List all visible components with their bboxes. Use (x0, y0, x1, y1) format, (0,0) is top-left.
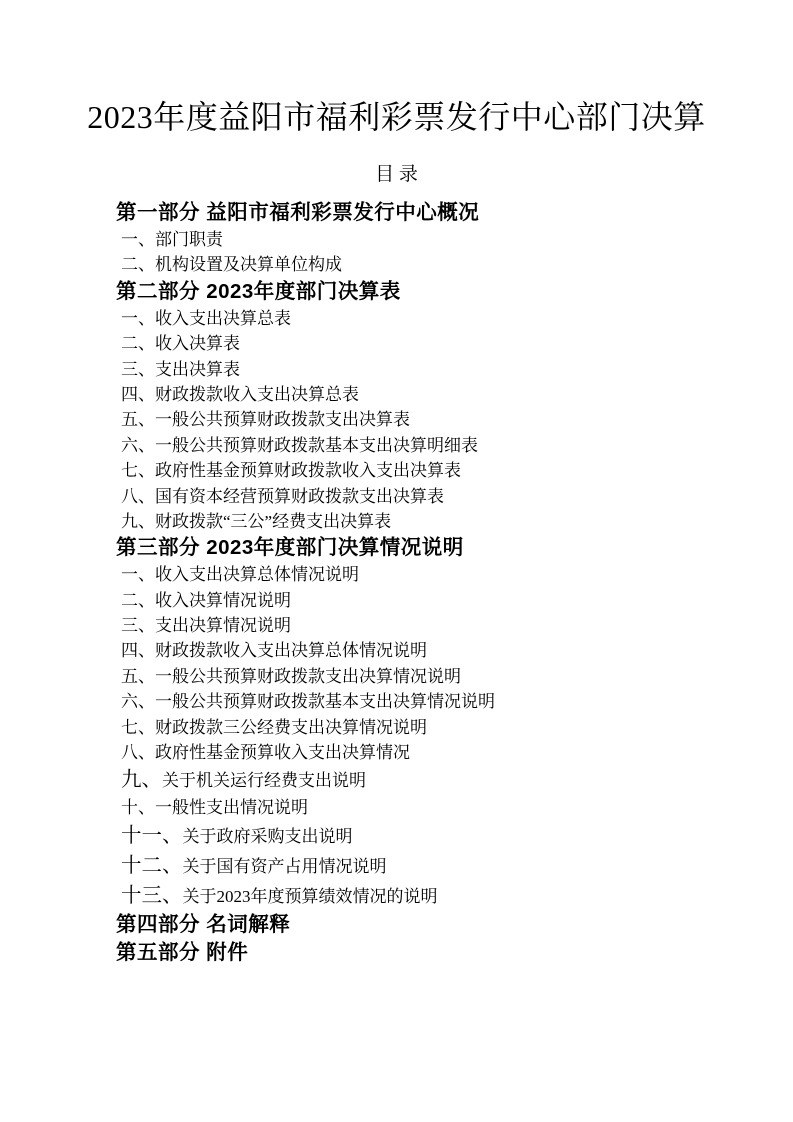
document-title: 2023年度益阳市福利彩票发行中心部门决算 (87, 99, 706, 135)
toc-entry-number: 三、 (121, 359, 155, 379)
toc-entry-text: 第一部分 益阳市福利彩票发行中心概况 (116, 201, 480, 224)
toc-entry (0, 331, 793, 356)
toc-entry-number: 十二、 (121, 854, 183, 877)
toc-entry-text: 财政拨款三公经费支出决算情况说明 (155, 717, 427, 737)
toc-entry-text: 一般公共预算财政拨款支出决算表 (155, 410, 410, 430)
toc-entry-number: 三、 (121, 616, 155, 636)
toc-entry (0, 765, 793, 795)
toc-entry (0, 306, 793, 331)
toc-entry-number: 九、 (121, 511, 155, 531)
toc-entry-number: 七、 (121, 717, 155, 737)
toc-entry-text: 财政拨款“三公”经费支出决算表 (155, 511, 392, 531)
toc-entry (0, 278, 793, 306)
toc-entry-text: 收入支出决算总表 (155, 308, 291, 328)
toc-entry-text: 收入决算表 (155, 334, 240, 354)
toc-entry-text: 一般公共预算财政拨款基本支出决算情况说明 (155, 692, 495, 712)
toc-entry-text: 机构设置及决算单位构成 (155, 255, 342, 275)
toc-entry-text: 第三部分 2023年度部门决算情况说明 (116, 536, 464, 560)
toc-entry (0, 613, 793, 638)
toc-entry (0, 795, 793, 820)
toc-entry (0, 588, 793, 613)
toc-entry-number: 八、 (121, 743, 155, 763)
toc-entry-number: 一、 (121, 230, 155, 249)
toc-entry-number: 九、 (121, 769, 162, 792)
toc-entry (0, 881, 793, 911)
toc-entry-number: 二、 (121, 255, 155, 275)
toc-entry-text: 第五部分 附件 (116, 940, 249, 964)
toc-entry (0, 562, 793, 587)
toc-entry-text: 关于国有资产占用情况说明 (182, 856, 387, 876)
toc-entry (0, 509, 793, 534)
toc-entry-number: 四、 (121, 384, 155, 404)
toc-entry-number: 六、 (121, 435, 155, 455)
toc-entry (0, 357, 793, 382)
toc-entry-number: 二、 (121, 334, 155, 354)
toc-entry (0, 199, 793, 227)
toc-entry (0, 821, 793, 851)
toc-entry-number: 十、 (121, 798, 155, 818)
toc-entry-text: 一般公共预算财政拨款基本支出决算明细表 (155, 435, 478, 455)
toc-entry-text: 收入决算情况说明 (155, 590, 291, 610)
toc-entry (0, 433, 793, 458)
toc-entry-text: 一般公共预算财政拨款支出决算情况说明 (155, 666, 461, 686)
toc-entry (0, 664, 793, 689)
toc-entry (0, 851, 793, 881)
toc-entry (0, 484, 793, 509)
toc-entry (0, 939, 793, 967)
toc-entry-text: 政府性基金预算收入支出决算情况 (155, 743, 410, 763)
toc-heading: 目 录 (375, 164, 418, 185)
toc-entry-text: 支出决算表 (155, 359, 240, 379)
toc-entry-text: 财政拨款收入支出决算总体情况说明 (155, 641, 427, 661)
toc-entry-number: 一、 (121, 308, 155, 328)
toc-entry (0, 689, 793, 714)
toc-entry-text: 关于2023年度预算绩效情况的说明 (182, 886, 438, 906)
toc-entry-number: 十三、 (121, 884, 183, 907)
toc-entry-number: 八、 (121, 486, 155, 506)
toc-entry-text: 第四部分 名词解释 (116, 912, 291, 936)
toc-entry-number: 一、 (121, 565, 155, 585)
toc-entry-text: 国有资本经营预算财政拨款支出决算表 (155, 486, 444, 506)
toc-entry-number: 五、 (121, 410, 155, 430)
toc-entry-number: 五、 (121, 666, 155, 686)
toc-entry-number: 十一、 (121, 824, 183, 847)
toc-entry-number: 四、 (121, 641, 155, 661)
toc-entry (0, 534, 793, 562)
toc-entry-text: 收入支出决算总体情况说明 (155, 565, 359, 585)
toc-entry-text: 关于政府采购支出说明 (182, 826, 353, 846)
toc-entry (0, 638, 793, 663)
toc-entry-number: 六、 (121, 692, 155, 712)
toc-entry-text: 支出决算情况说明 (155, 616, 291, 636)
toc-entry (0, 715, 793, 740)
toc-entry-text: 政府性基金预算财政拨款收入支出决算表 (155, 461, 461, 481)
toc-entry (0, 458, 793, 483)
toc-entry-text: 财政拨款收入支出决算总表 (155, 384, 359, 404)
toc-entry-number: 七、 (121, 461, 155, 481)
toc-entry (0, 227, 793, 252)
toc-entry (0, 382, 793, 407)
toc-entry-text: 关于机关运行经费支出说明 (162, 771, 366, 791)
toc-entry-text: 部门职责 (155, 230, 223, 249)
toc-list (0, 199, 793, 967)
toc-entry (0, 911, 793, 939)
toc-entry (0, 407, 793, 432)
toc-entry (0, 252, 793, 277)
toc-entry (0, 740, 793, 765)
toc-entry-text: 第二部分 2023年度部门决算表 (116, 279, 401, 303)
toc-entry-number: 二、 (121, 590, 155, 610)
toc-entry-text: 一般性支出情况说明 (155, 798, 308, 818)
